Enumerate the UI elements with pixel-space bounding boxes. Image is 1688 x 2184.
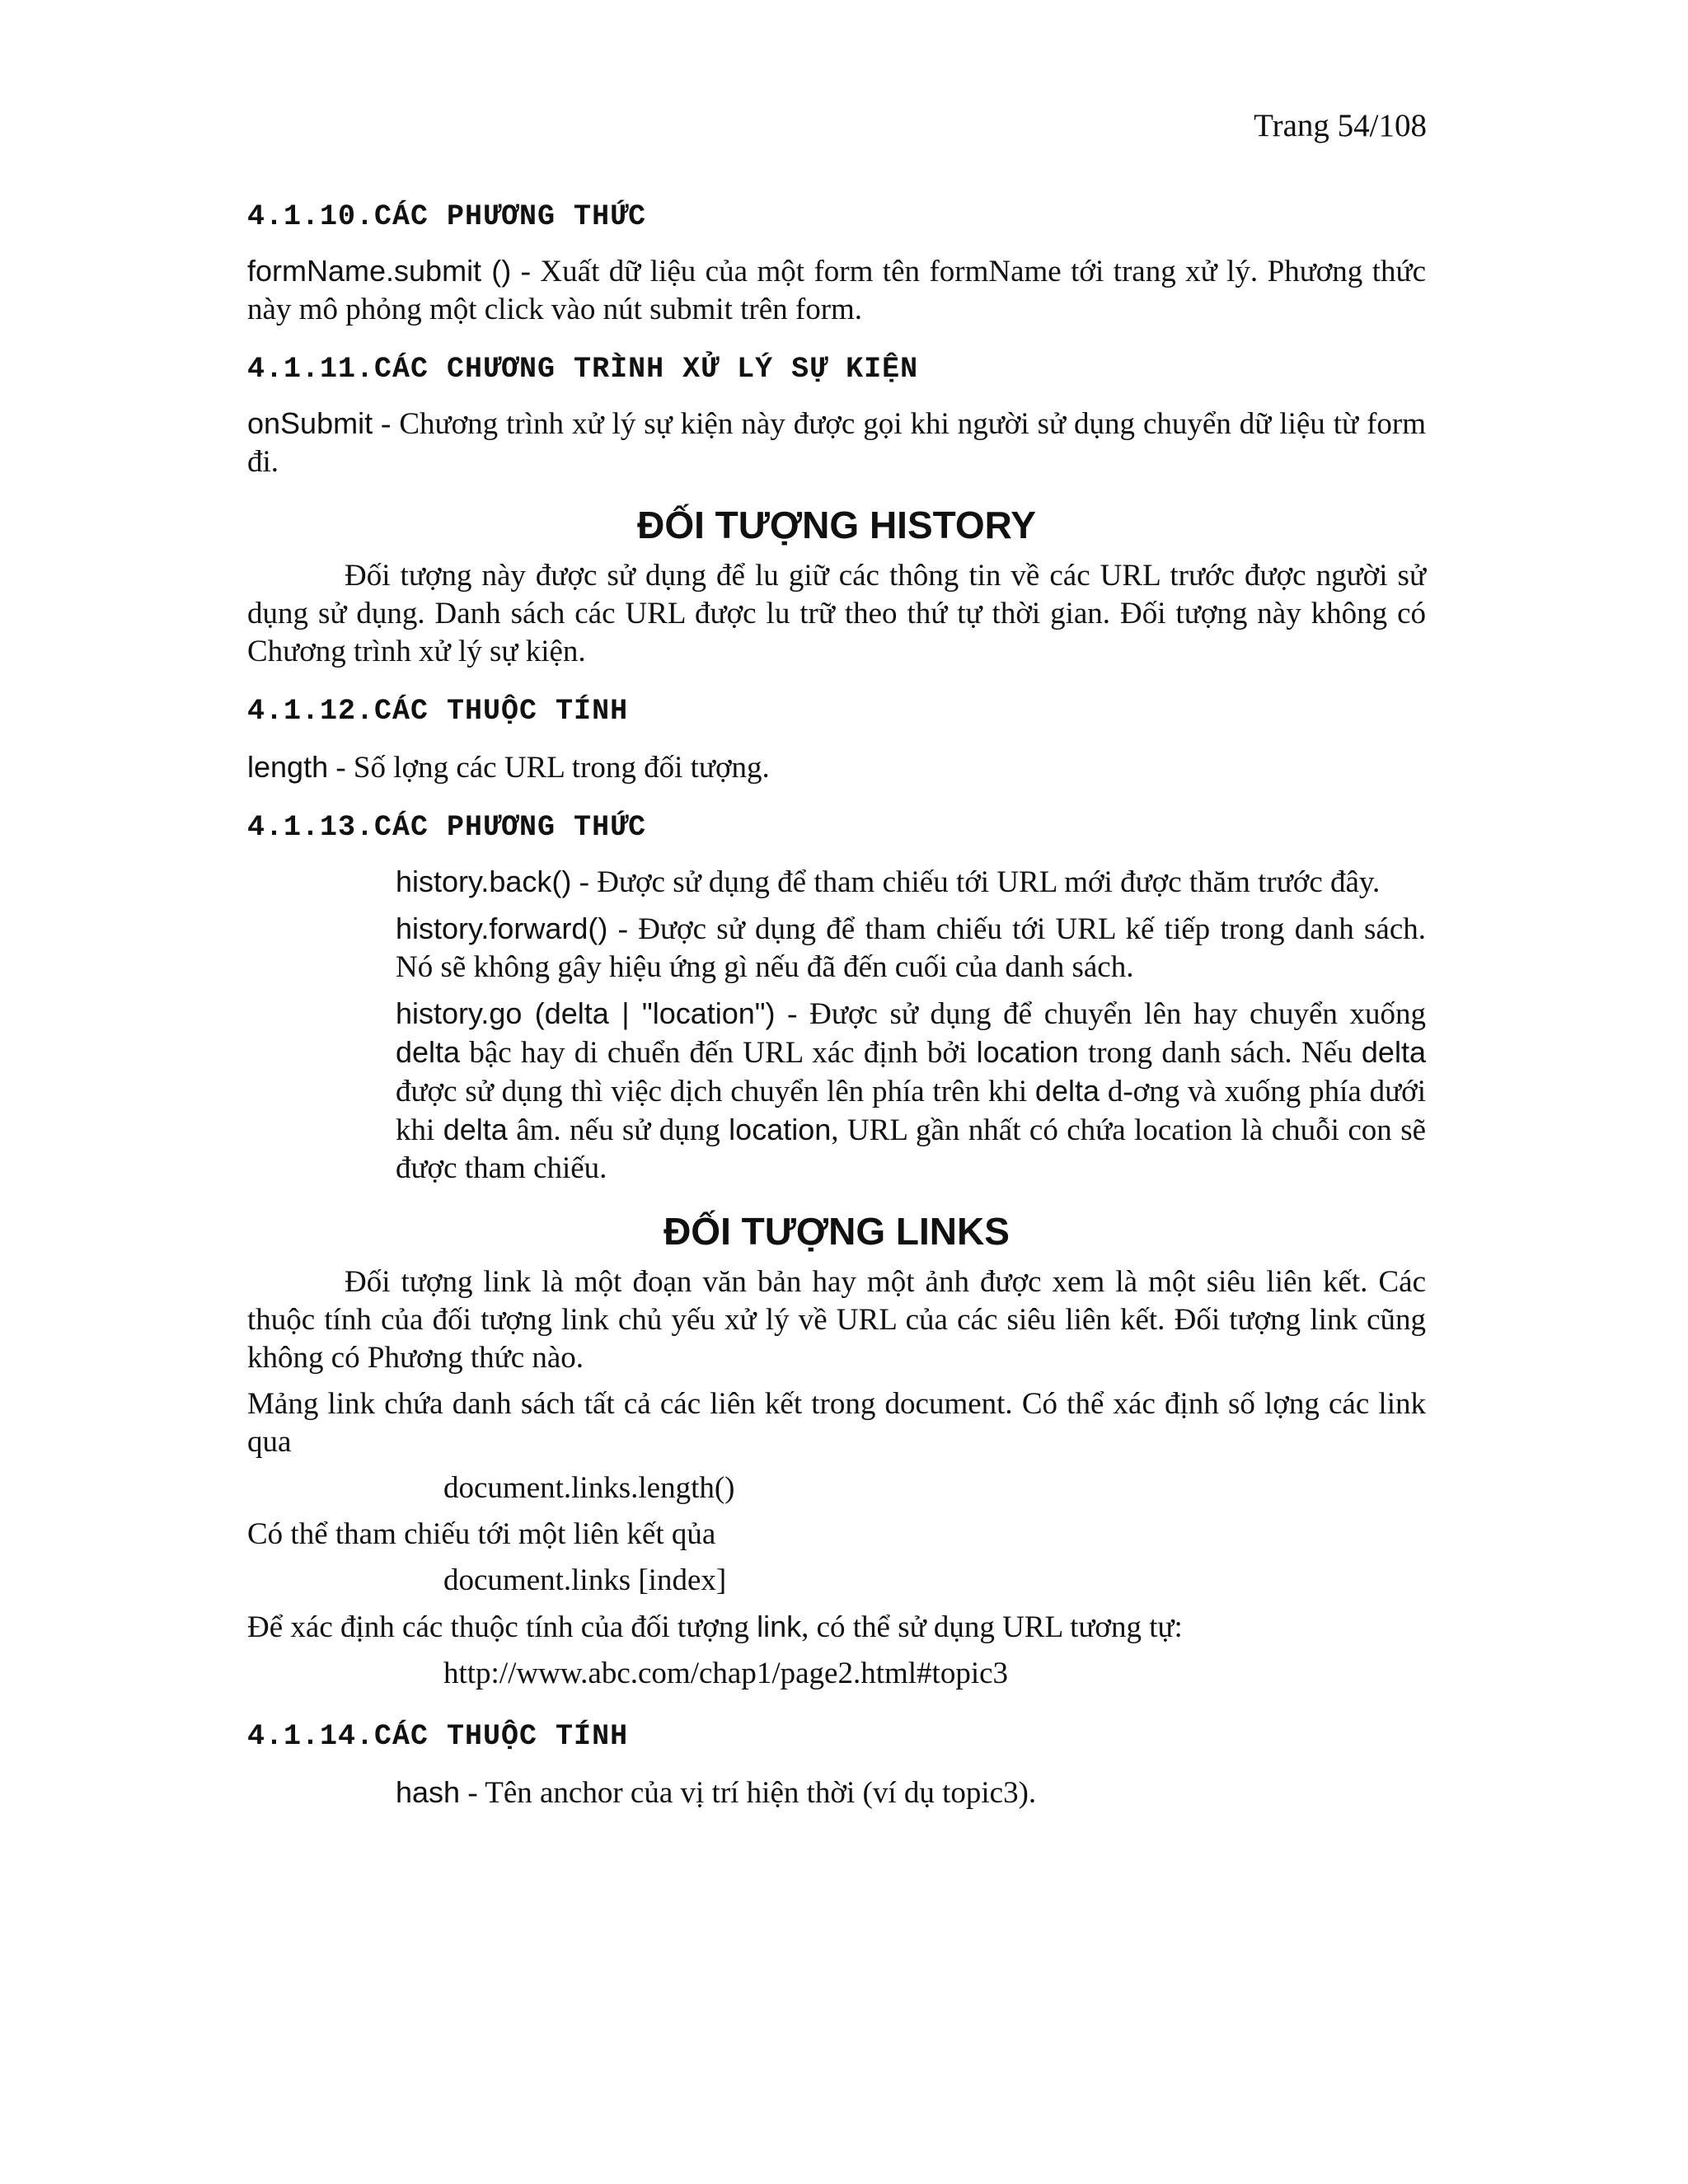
method-list xyxy=(396,863,1426,1188)
page-content xyxy=(247,103,1426,1812)
paragraph: length - Số lợng các URL trong đối tượng. xyxy=(247,750,770,785)
term: history.back() xyxy=(396,865,572,898)
paragraph: formName.submit () - Xuất dữ liệu của một form tên formName tới trang xử lý. Phương thức này mô phỏng một click vào nút submit trên form. xyxy=(247,254,1426,326)
paragraph: Đối tượng link là một đoạn văn bản hay một ảnh được xem là một siêu liên kết. Các thuộc tính của đối tượng link chủ yếu xử lý về URL của các siêu liên kết. Đối tượng link cũng không có Phương thức nào. xyxy=(247,1265,1426,1375)
section-heading: 4.1.10.CÁC PHƯƠNG THỨC xyxy=(247,200,647,233)
paragraph: Mảng link chứa danh sách tất cả các liên kết trong document. Có thể xác định số lợng các link qua xyxy=(247,1387,1426,1459)
term: hash xyxy=(396,1775,461,1809)
paragraph: hash - Tên anchor của vị trí hiện thời (ví dụ topic3). xyxy=(396,1775,1037,1810)
code-line: http://www.abc.com/chap1/page2.html#topic3 xyxy=(443,1657,1009,1690)
chapter-title: ĐỐI TƯỢNG LINKS xyxy=(663,1210,1010,1253)
term: length xyxy=(247,750,329,784)
method-item: history.back() - Được sử dụng để tham chiếu tới URL mới được thăm trước đây. xyxy=(396,865,1381,899)
term: formName.submit () xyxy=(247,254,512,288)
code-line: document.links.length() xyxy=(443,1471,735,1505)
paragraph: Có thể tham chiếu tới một liên kết qủa xyxy=(247,1517,716,1551)
code-line: document.links [index] xyxy=(443,1563,727,1597)
paragraph: Đối tượng này được sử dụng để lu giữ các thông tin về các URL trước được người sử dụng sử dụng. Danh sách các URL được lu trữ theo thứ tự thời gian. Đối tượng này không có Chương trình xử lý sự kiện. xyxy=(247,559,1426,668)
section-heading: 4.1.13.CÁC PHƯƠNG THỨC xyxy=(247,811,647,844)
paragraph: onSubmit - Chương trình xử lý sự kiện này được gọi khi người sử dụng chuyển dữ liệu từ form đi. xyxy=(247,406,1426,479)
term: history.go (delta | "location") xyxy=(396,996,776,1030)
page-number: Trang 54/108 xyxy=(1254,108,1427,143)
section-heading: 4.1.12.CÁC THUỘC TÍNH xyxy=(247,695,629,728)
term: onSubmit xyxy=(247,406,373,440)
paragraph: Để xác định các thuộc tính của đối tượng link, có thể sử dụng URL tương tự: xyxy=(247,1610,1183,1644)
chapter-title: ĐỐI TƯỢNG HISTORY xyxy=(637,504,1036,546)
method-item: history.go (delta | "location") - Được sử dụng để chuyển lên hay chuyển xuống delta bậc hay di chuển đến URL xác định bởi location trong danh sách. Nếu delta được sử dụng thì việc dịch chuyển lên phía trên khi delta d-ơng và xuống phía dưới khi delta âm. nếu sử dụng location, URL gần nhất có chứa location là chuỗi con sẽ được tham chiếu. xyxy=(396,996,1427,1185)
term: history.forward() xyxy=(396,912,608,945)
section-heading: 4.1.14.CÁC THUỘC TÍNH xyxy=(247,1720,629,1753)
method-item: history.forward() - Được sử dụng để tham chiếu tới URL kế tiếp trong danh sách. Nó sẽ không gây hiệu ứng gì nếu đã đến cuối của danh sách. xyxy=(396,912,1426,984)
section-heading: 4.1.11.CÁC CHƯƠNG TRÌNH XỬ LÝ SỰ KIỆN xyxy=(247,353,919,386)
